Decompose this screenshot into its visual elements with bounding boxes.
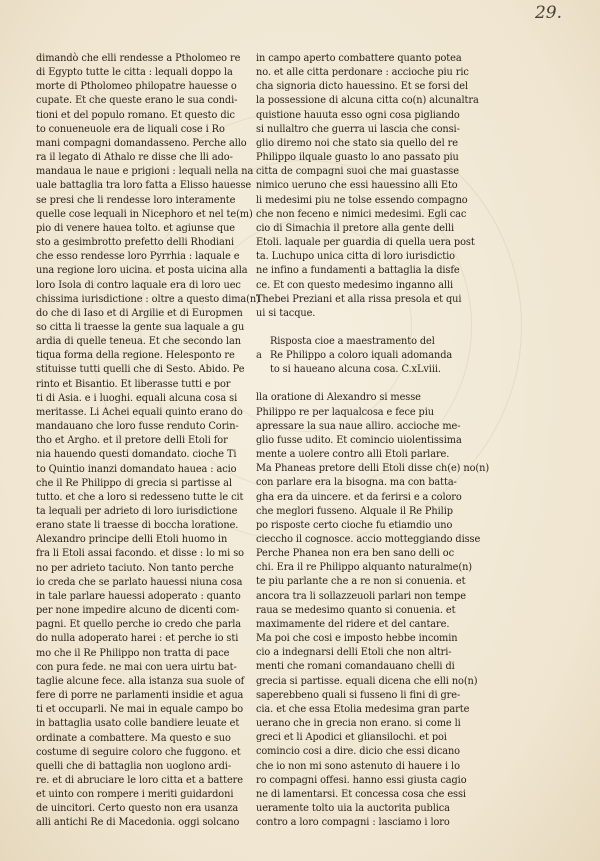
guide-letter: a xyxy=(256,350,262,361)
text-line: apressare la sua naue alliro. accioche me- xyxy=(256,420,461,432)
text-line: Philippo re per laqualcosa e fece piu xyxy=(256,406,434,418)
text-line: fere di porre ne parlamenti insidie et agua xyxy=(36,690,244,702)
text-line: maximamente del ridere et del cantare. xyxy=(256,618,450,630)
text-line: li medesimi piu ne tolse essendo compagno xyxy=(256,194,468,206)
text-line: ardia di quelle teneua. Et che secondo lan xyxy=(36,336,241,348)
text-line: ui si tacque. xyxy=(256,307,316,319)
text-line: costume di seguire coloro che fuggono. et xyxy=(36,746,241,758)
right-text-column xyxy=(256,52,490,830)
text-line: uerano che in grecia non erano. si come li xyxy=(256,718,461,730)
text-line: che il Re Philippo di grecia si partisse al xyxy=(36,477,232,489)
text-line: quelli che di battaglia non uoglono ardi- xyxy=(36,760,232,772)
text-line: morte di Ptholomeo philopatre hauesse o xyxy=(36,81,237,93)
right-column-top-text xyxy=(256,52,479,321)
text-line: di Egypto tutte le citta : lequali doppo la xyxy=(36,67,233,79)
text-line: loro Isola di contro laquale era di loro uec xyxy=(36,279,241,291)
text-line: ueramente tolto uia la auctorita publica xyxy=(256,802,450,814)
text-line: to conueneuole era de liquali cose i Ro xyxy=(36,123,225,135)
text-line: mandauano che loro fusse renduto Corin- xyxy=(36,421,239,433)
text-line: in campo aperto combattere quanto potea xyxy=(256,53,462,64)
text-line: quistione hauuta esso ogni cosa pigliando xyxy=(256,109,460,121)
text-line: alli antichi Re di Macedonia. oggi solcano xyxy=(36,817,240,829)
text-line: Ma poi che cosi e imposto hebbe incomin xyxy=(256,633,458,645)
text-line: citta de compagni suoi che mai guastasse xyxy=(256,166,459,178)
text-line: una regione loro uicina. et posta uicina alla xyxy=(36,265,248,277)
text-line: la possessione di alcuna citta co(n) alcunaltra xyxy=(256,95,479,107)
text-line: Etoli. laquale per guardia di quella uera post xyxy=(256,237,475,249)
text-line: Alexandro principe delli Etoli huomo in xyxy=(36,534,228,546)
text-line: che meglori fusseno. Alquale il Re Philip xyxy=(256,505,453,517)
paragraph-gap xyxy=(256,377,454,391)
text-line: Risposta cioe a maestramento del xyxy=(270,335,435,347)
text-line: tiqua forma della regione. Helesponto re xyxy=(36,350,235,362)
text-line: meritasse. Li Achei equali quinto erano do xyxy=(36,406,243,418)
text-line: et uinto con rompere i meriti guidardoni xyxy=(36,789,234,801)
text-line: cieccho il cognosce. accio motteggiando disse xyxy=(256,534,481,545)
text-line: ce. Et con questo medesimo inganno alli xyxy=(256,279,454,291)
text-line: che non feceno e nimici medesimi. Egli cac xyxy=(256,208,467,220)
text-line: to si haueano alcuna cosa. C.xLviii. xyxy=(270,364,441,376)
text-line: Philippo ilquale guasto lo ano passato piu xyxy=(256,152,459,164)
text-line: quelle cose lequali in Nicephoro et nel te(m) xyxy=(36,208,253,220)
text-line: ti et occuparli. Ne mai in equale campo bo xyxy=(36,704,244,716)
text-line: tho et Argho. et il pretore delli Etoli for xyxy=(36,435,228,447)
left-text-column xyxy=(36,52,260,831)
text-line: cio a indegnarsi delli Etoli che non altri- xyxy=(256,647,452,659)
text-line: ne di lamentarsi. Et concessa cosa che essi xyxy=(256,788,466,800)
text-line: con parlare era la bisogna. ma con batta- xyxy=(256,477,457,489)
text-line: tutto. et che a loro si redesseno tutte le cit xyxy=(36,491,244,503)
text-line: ne infino a fundamenti a battaglia la disfe xyxy=(256,265,460,277)
folio-number: 29. xyxy=(534,3,562,23)
text-line: to Quintio inanzi domandato hauea : acio xyxy=(36,463,237,475)
text-line: do nulla adoperato harei : et perche io sti xyxy=(36,633,239,645)
text-line: re. et di abruciare le loro citta et a battere xyxy=(36,774,243,786)
text-line: ra il legato di Athalo re disse che lli ado- xyxy=(36,152,233,164)
chapter-rubric xyxy=(256,335,454,377)
text-line: raua se medesimo quanto si conuenia. et xyxy=(256,604,456,616)
text-line: cio di Simachia il pretore alla gente delli xyxy=(256,222,455,234)
text-line: glio diremo noi che stato sia quello del re xyxy=(256,137,458,149)
text-line: Perche Phanea non era ben sano delli oc xyxy=(256,548,454,560)
text-line: mo che il Re Philippo non tratta di pace xyxy=(36,647,230,659)
text-line: chi. Era il re Philippo alquanto naturalme(n) xyxy=(256,562,473,574)
text-line: Thebei Preziani et alla rissa presola et qui xyxy=(256,293,462,305)
text-line: nimico ueruno che essi hauessino alli Eto xyxy=(256,180,458,192)
text-line: che esso rendesse loro Pyrrhia : laquale e xyxy=(36,251,240,263)
text-line: per none impedire alcuno de dicenti com- xyxy=(36,605,240,617)
text-line: si nullaltro che guerra ui lascia che consi- xyxy=(256,123,460,135)
text-line: in tale parlare hauessi adoperato : quanto xyxy=(36,590,241,602)
text-line: greci et li Apodici et gliansilochi. et poi xyxy=(256,732,447,744)
text-line: mani compagni domandasseno. Perche allo xyxy=(36,137,247,149)
text-line: no. et alle citta perdonare : accioche piu ric xyxy=(256,67,469,79)
text-line: glio fusse udito. Et comincio uiolentissima xyxy=(256,434,462,446)
text-line: tioni et del populo romano. Et questo dic xyxy=(36,109,235,121)
text-line: stituisse tutti quelli che di Sesto. Abido. Pe xyxy=(36,364,245,376)
text-line: io creda che se parlato hauessi niuna cosa xyxy=(36,576,243,588)
text-line: ta lequali per adrieto di loro iurisdictione xyxy=(36,506,238,517)
text-line: cia. et che essa Etolia medesima gran parte xyxy=(256,703,470,715)
text-line: ro compagni offesi. hanno essi giusta cagio xyxy=(256,774,467,786)
text-line: fra li Etoli assai facondo. et disse : lo mi so xyxy=(36,548,244,560)
text-line: po risposte certo cioche fu etiamdio uno xyxy=(256,519,453,531)
text-line: so citta li traesse la gente sua laquale a gu xyxy=(36,321,245,333)
text-line: se presi che li rendesse loro interamente xyxy=(36,194,236,206)
text-line: erano state li traesse di boccha loratione. xyxy=(36,520,239,532)
text-line: gha era da uincere. et da ferirsi e a coloro xyxy=(256,491,462,503)
text-line: rinto et Bisantio. Et liberasse tutti e por xyxy=(36,378,231,390)
text-line: uale battaglia tra loro fatta a Elisso hauesse xyxy=(36,180,252,192)
text-line: cupate. Et che queste erano le sua condi- xyxy=(36,95,238,107)
text-line: lla oratione di Alexandro si messe xyxy=(256,392,421,404)
text-line: con pura fede. ne mai con uera uirtu bat- xyxy=(36,661,237,673)
text-line: mente a uolere contro alli Etoli parlare. xyxy=(256,449,450,461)
text-line: do che di Iaso et di Argilie et di Europmen xyxy=(36,307,243,319)
text-line: ancora tra li sollazzeuoli parlari non tempe xyxy=(256,590,466,602)
text-line: in battaglia usato colle bandiere leuate et xyxy=(36,718,240,730)
text-line: dimandò che elli rendesse a Ptholomeo re xyxy=(36,53,241,64)
text-line: pio di venere hauea tolto. et agiunse que xyxy=(36,222,235,234)
text-line: che io non mi sono astenuto di hauere i lo xyxy=(256,760,460,772)
text-line: cha signoria dicto hauessino. Et se forsi del xyxy=(256,81,469,93)
text-line: de uincitori. Certo questo non era usanza xyxy=(36,803,239,815)
text-line: contro a loro compagni : lasciamo i loro xyxy=(256,817,450,829)
text-line: pagni. Et quello perche io credo che parla xyxy=(36,619,242,631)
text-line: ta. Luchupo unica citta di loro iurisdictio xyxy=(256,251,455,263)
text-line: ordinate a combattere. Ma questo e suo xyxy=(36,732,231,744)
text-line: taglie alcune fece. alla istanza sua suole of xyxy=(36,675,245,687)
text-line: comincio cosi a dire. dicio che essi dicano xyxy=(256,746,460,758)
text-line: Re Philippo a coloro iquali adomanda xyxy=(270,350,453,362)
text-line: no per adrieto taciuto. Non tanto perche xyxy=(36,562,234,574)
text-line: mandaua le naue e prigioni : lequali nella na xyxy=(36,166,254,178)
text-line: saperebbeno quali si fusseno li fini di gre- xyxy=(256,689,461,701)
text-line: Ma Phaneas pretore delli Etoli disse ch(e) no(n) xyxy=(256,463,490,475)
text-line: sto a gesimbrotto prefetto delli Rhodiani xyxy=(36,237,235,249)
text-line: ti di Asia. e i luoghi. equali alcuna cosa si xyxy=(36,392,238,404)
text-line: menti che romani comandauano chelli di xyxy=(256,661,455,673)
text-line: grecia si partisse. equali dicena che elli no(n) xyxy=(256,675,478,687)
text-line: te piu parlante che a re non si conuenia. et xyxy=(256,576,466,588)
paragraph-gap xyxy=(256,321,454,335)
text-line: nia hauendo questi domandato. cioche Ti xyxy=(36,449,237,461)
text-line: chissima iurisdictione : oltre a questo dima(n) xyxy=(36,293,260,305)
right-column-bottom-text xyxy=(256,391,490,830)
